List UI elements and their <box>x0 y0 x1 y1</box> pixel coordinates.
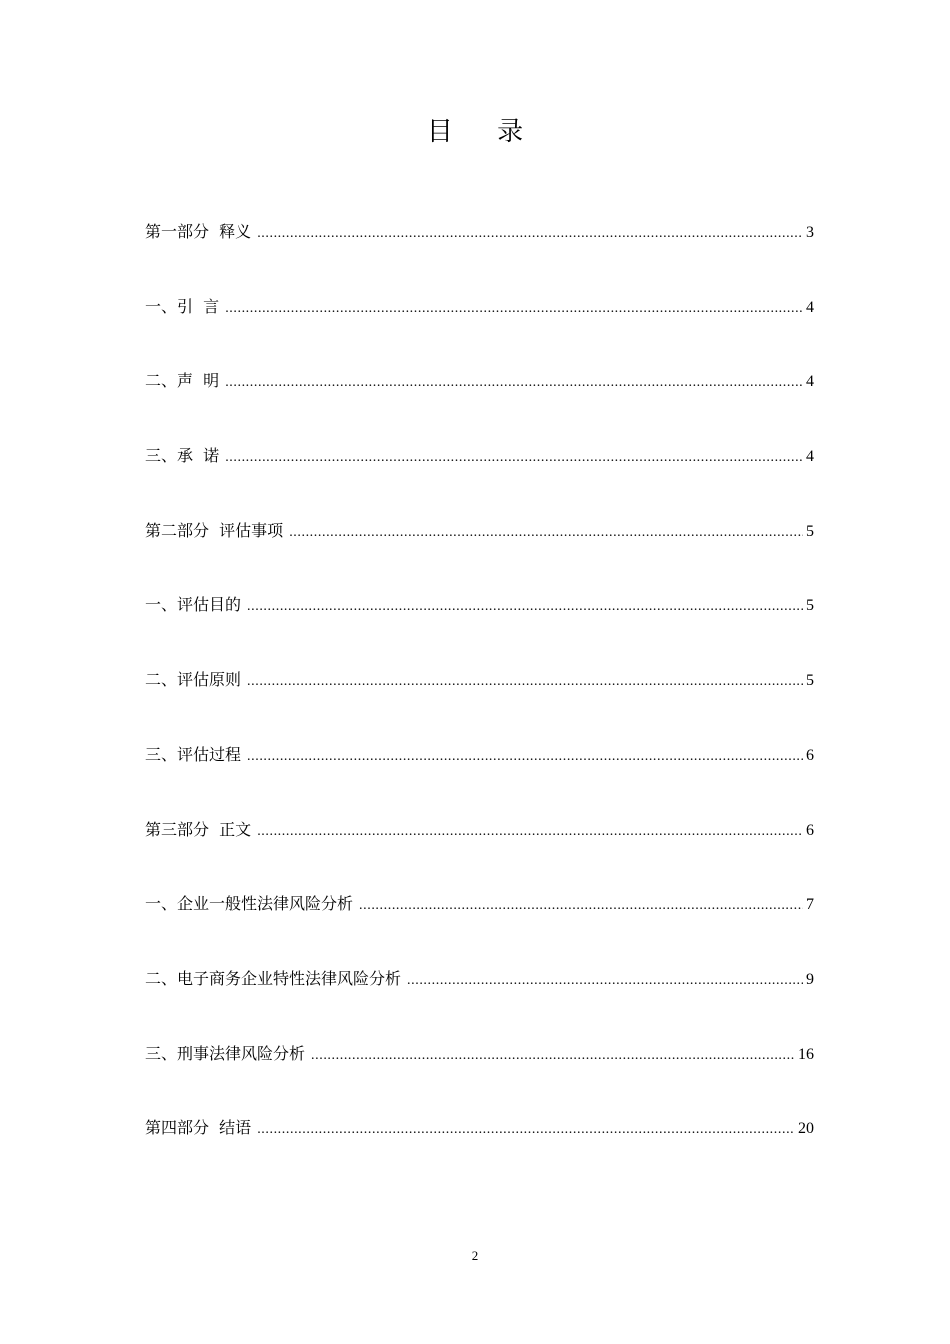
toc-entry-title: 第四部分 结语 <box>145 1118 252 1138</box>
toc-entry[interactable] <box>145 1041 814 1116</box>
toc-dot-leader <box>247 594 803 620</box>
toc-entry-title: 二、电子商务企业特性法律风险分析 <box>145 968 402 988</box>
toc-entry-title: 一、企业一般性法律风险分析 <box>145 894 354 914</box>
toc-heading: 目 录 <box>426 117 542 147</box>
toc-entry-page: 7 <box>806 896 814 914</box>
toc-entry-page: 6 <box>806 746 814 764</box>
toc-entry-title: 二、评估原则 <box>145 670 242 690</box>
toc-entry-title: 第三部分 正文 <box>145 819 252 839</box>
toc-entry[interactable] <box>145 443 814 518</box>
toc-entry-page: 5 <box>806 522 814 540</box>
toc-entry-title: 三、承 诺 <box>145 446 220 466</box>
toc-entry-page: 9 <box>806 970 814 988</box>
table-of-contents <box>145 219 814 1190</box>
toc-entry-page: 4 <box>806 448 814 466</box>
toc-dot-leader <box>257 819 803 845</box>
toc-entry-title: 二、声 明 <box>145 371 220 391</box>
toc-entry[interactable] <box>145 667 814 742</box>
toc-entry-page: 3 <box>806 224 814 241</box>
toc-entry[interactable] <box>145 817 814 892</box>
toc-dot-leader <box>247 669 803 695</box>
toc-entry-page: 16 <box>798 1045 814 1063</box>
toc-entry[interactable] <box>145 518 814 593</box>
toc-entry-page: 4 <box>806 373 814 391</box>
toc-entry[interactable] <box>145 742 814 817</box>
toc-dot-leader <box>407 968 803 994</box>
toc-entry-title: 三、评估过程 <box>145 744 242 764</box>
toc-dot-leader <box>359 893 803 919</box>
toc-entry-page: 20 <box>798 1120 814 1138</box>
toc-entry-title: 第二部分 评估事项 <box>145 520 284 540</box>
toc-dot-leader <box>257 221 803 247</box>
toc-dot-leader <box>225 445 803 471</box>
toc-entry-title: 三、刑事法律风险分析 <box>145 1043 306 1063</box>
page-number: 2 <box>471 1248 479 1263</box>
toc-entry[interactable] <box>145 1115 814 1190</box>
toc-entry-title: 一、引 言 <box>145 296 220 316</box>
toc-entry-page: 6 <box>806 821 814 839</box>
toc-entry[interactable] <box>145 592 814 667</box>
toc-dot-leader <box>225 296 803 322</box>
toc-entry[interactable] <box>145 966 814 1041</box>
toc-dot-leader <box>289 520 803 546</box>
toc-entry-title: 第一部分 释义 <box>145 222 252 241</box>
toc-entry[interactable] <box>145 294 814 369</box>
toc-entry-page: 4 <box>806 298 814 316</box>
toc-dot-leader <box>311 1043 795 1069</box>
toc-dot-leader <box>257 1117 795 1143</box>
toc-entry-page: 5 <box>806 672 814 690</box>
toc-dot-leader <box>247 744 803 770</box>
toc-entry-page: 5 <box>806 597 814 615</box>
toc-entry-title: 一、评估目的 <box>145 595 242 615</box>
toc-dot-leader <box>225 370 803 396</box>
toc-entry[interactable] <box>145 368 814 443</box>
toc-entry[interactable] <box>145 219 814 294</box>
toc-entry[interactable] <box>145 891 814 966</box>
